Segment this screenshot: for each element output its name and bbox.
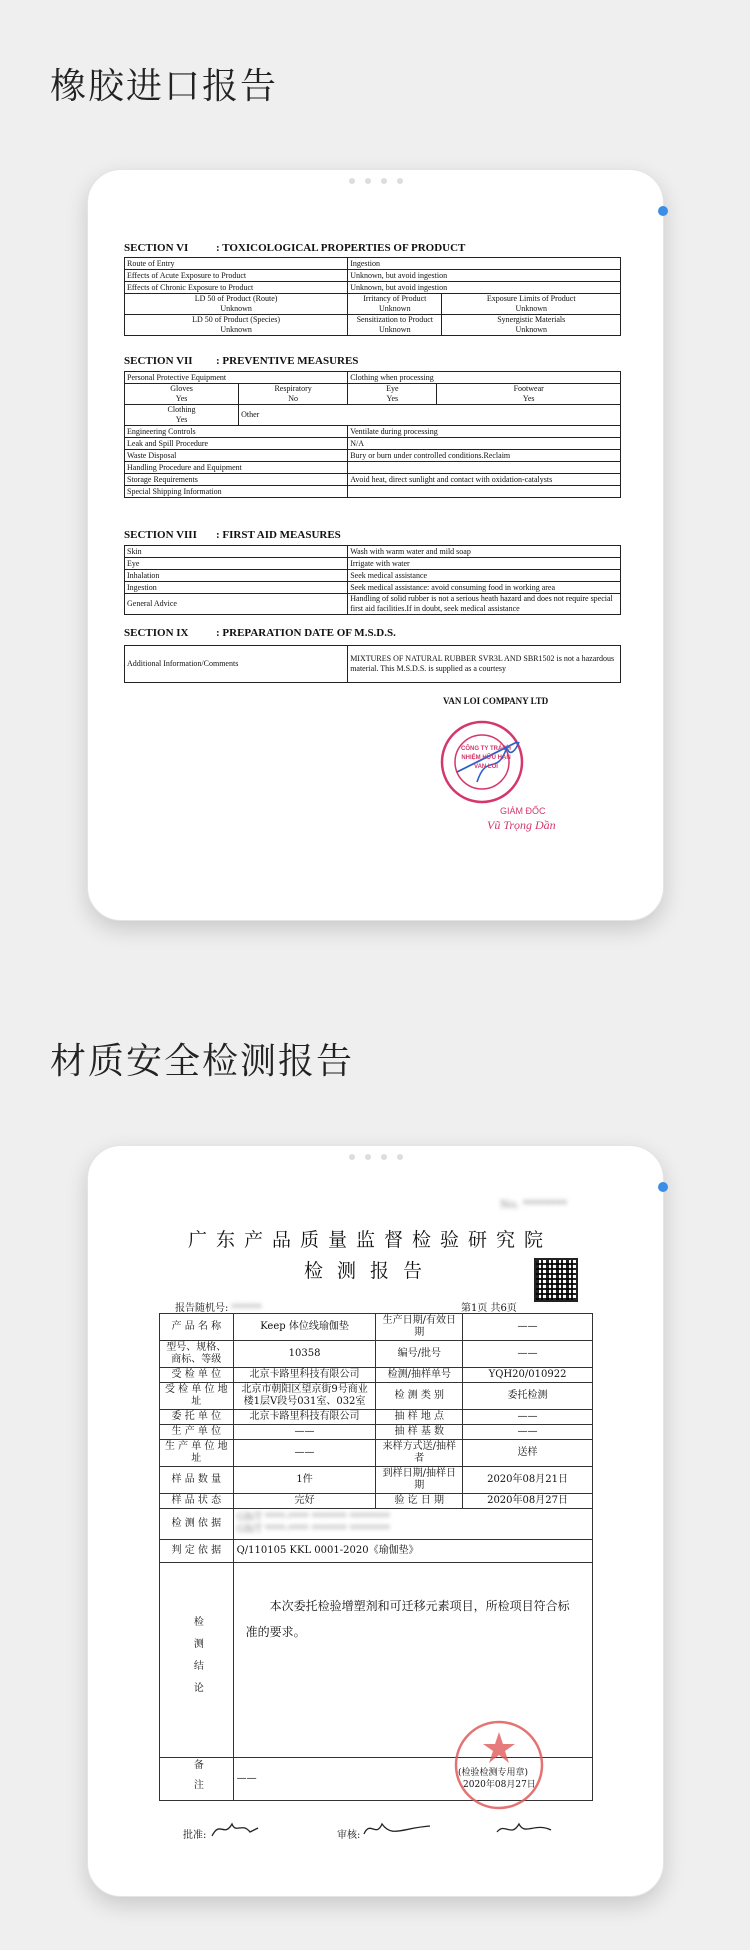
table-row: Personal Protective Equipment Clothing when processing [125,372,621,384]
table-row: 判 定 依 据 Q/110105 KKL 0001-2020《瑜伽垫》 [160,1540,593,1563]
report-serial-blurred: No. ******** [500,1198,568,1211]
table-row: 样 品 状 态 完好 验 讫 日 期 2020年08月27日 [160,1494,593,1509]
page-info: 第1页 共6页 [461,1303,517,1314]
main-inspector-signature [495,1818,555,1840]
section-vii-heading: SECTION VII : PREVENTIVE MEASURES [124,355,359,367]
table-row: Effects of Chronic Exposure to Product Unknown, but avoid ingestion [125,282,621,294]
table-row: 检 测 依 据 GB/T ****-**** ******* ******** GB/T ****-**** ******* ******** [160,1509,593,1540]
approve-label: 批准: [183,1830,207,1841]
table-row: 检测结论 本次委托检验增塑剂和可迁移元素项目，所检项目符合标准的要求。 [160,1563,593,1758]
qr-code-icon [534,1258,578,1302]
report-no-label: 报告随机号: ****** [175,1303,262,1314]
table-row: 受 检 单 位 北京卡路里科技有限公司 检测/抽样单号 YQH20/010922 [160,1368,593,1383]
heading-material-safety: 材质安全检测报告 [50,1041,355,1082]
heading-rubber-import: 橡胶进口报告 [50,66,279,107]
director-signature-name: Vũ Trọng Dần [487,818,556,832]
table-row: Handling Procedure and Equipment [125,462,621,474]
approve-signature [210,1818,260,1840]
table-row: 产 品 名 称 Keep 体位线瑜伽垫 生产日期/有效日期 —— [160,1314,593,1341]
table-row: 委 托 单 位 北京卡路里科技有限公司 抽 样 地 点 —— [160,1410,593,1425]
table-row: Waste Disposal Bury or burn under controlled conditions.Reclaim [125,450,621,462]
camera-dot-icon [658,1182,668,1192]
table-row: Skin Wash with warm water and mild soap [125,546,621,558]
table-row: Clothing Yes Other [125,405,621,426]
stamp-label: (检验检测专用章) [458,1768,529,1778]
table-row: Leak and Spill Procedure N/A [125,438,621,450]
table-row: Effects of Acute Exposure to Product Unknown, but avoid ingestion [125,270,621,282]
section-viii-heading: SECTION VIII : FIRST AID MEASURES [124,529,341,541]
table-row: 备注 —— [160,1758,593,1801]
review-label: 审核: [337,1830,361,1841]
table-row: LD 50 of Product (Species) Unknown Sensitization to Product Unknown Synergistic Materials Unknown [125,315,621,336]
section-vi-table [124,257,621,336]
table-row: Eye Irrigate with water [125,558,621,570]
section-viii-table [124,545,621,615]
table-row: Route of Entry Ingestion [125,258,621,270]
table-row: 生 产 单 位 地址 —— 来样方式送/抽样者 送样 [160,1440,593,1467]
table-row: 生 产 单 位 —— 抽 样 基 数 —— [160,1425,593,1440]
stamp-text: CÔNG TY TRÁCH NHIỆM HỮU HẠN VAN LOI [461,746,511,770]
table-row: General Advice Handling of solid rubber is not a serious heath hazard and does not require special first aid facilities.If in doubt, seek medical assistance [125,594,621,615]
stamp-date: 2020年08月27日 [463,1780,536,1790]
director-title: GIÁM ĐỐC [500,806,546,816]
tablet-sensor-dots [349,178,403,184]
company-name: VAN LOI COMPANY LTD [443,696,549,706]
section-ix-heading: SECTION IX : PREPARATION DATE OF M.S.D.S. [124,627,396,639]
table-row: 受 检 单 位 地址 北京市朝阳区望京街9号商业楼1层V段号031室、032室 检 测 类 别 委托检测 [160,1383,593,1410]
table-row: Additional Information/Comments MIXTURES OF NATURAL RUBBER SVR3L AND SBR1502 is not a hazardous material. This M.S.D.S. is supplied as a courtesy [125,646,621,683]
section-vii-table [124,371,621,498]
report-title: 检测报告 [303,1260,436,1282]
table-row: Inhalation Seek medical assistance [125,570,621,582]
table-row: LD 50 of Product (Route) Unknown Irritancy of Product Unknown Exposure Limits of Product Unknown [125,294,621,315]
camera-dot-icon [658,206,668,216]
section-vi-heading: SECTION VI : TOXICOLOGICAL PROPERTIES OF PRODUCT [124,242,466,254]
table-row: 型号、规格、商标、等级 10358 编号/批号 —— [160,1341,593,1368]
institute-title: 广东产品质量监督检验研究院 [187,1229,552,1251]
tablet-sensor-dots [349,1154,403,1160]
section-ix-table [124,645,621,683]
table-row: 样 品 数 量 1件 到样日期/抽样日期 2020年08月21日 [160,1467,593,1494]
table-row: Special Shipping Information [125,486,621,498]
review-signature [362,1818,432,1840]
table-row: Ingestion Seek medical assistance: avoid consuming food in working area [125,582,621,594]
table-row: Engineering Controls Ventilate during processing [125,426,621,438]
table-row: Storage Requirements Avoid heat, direct sunlight and contact with oxidation-catalysts [125,474,621,486]
table-row: Gloves Yes Respiratory No Eye Yes Footwear Yes [125,384,621,405]
